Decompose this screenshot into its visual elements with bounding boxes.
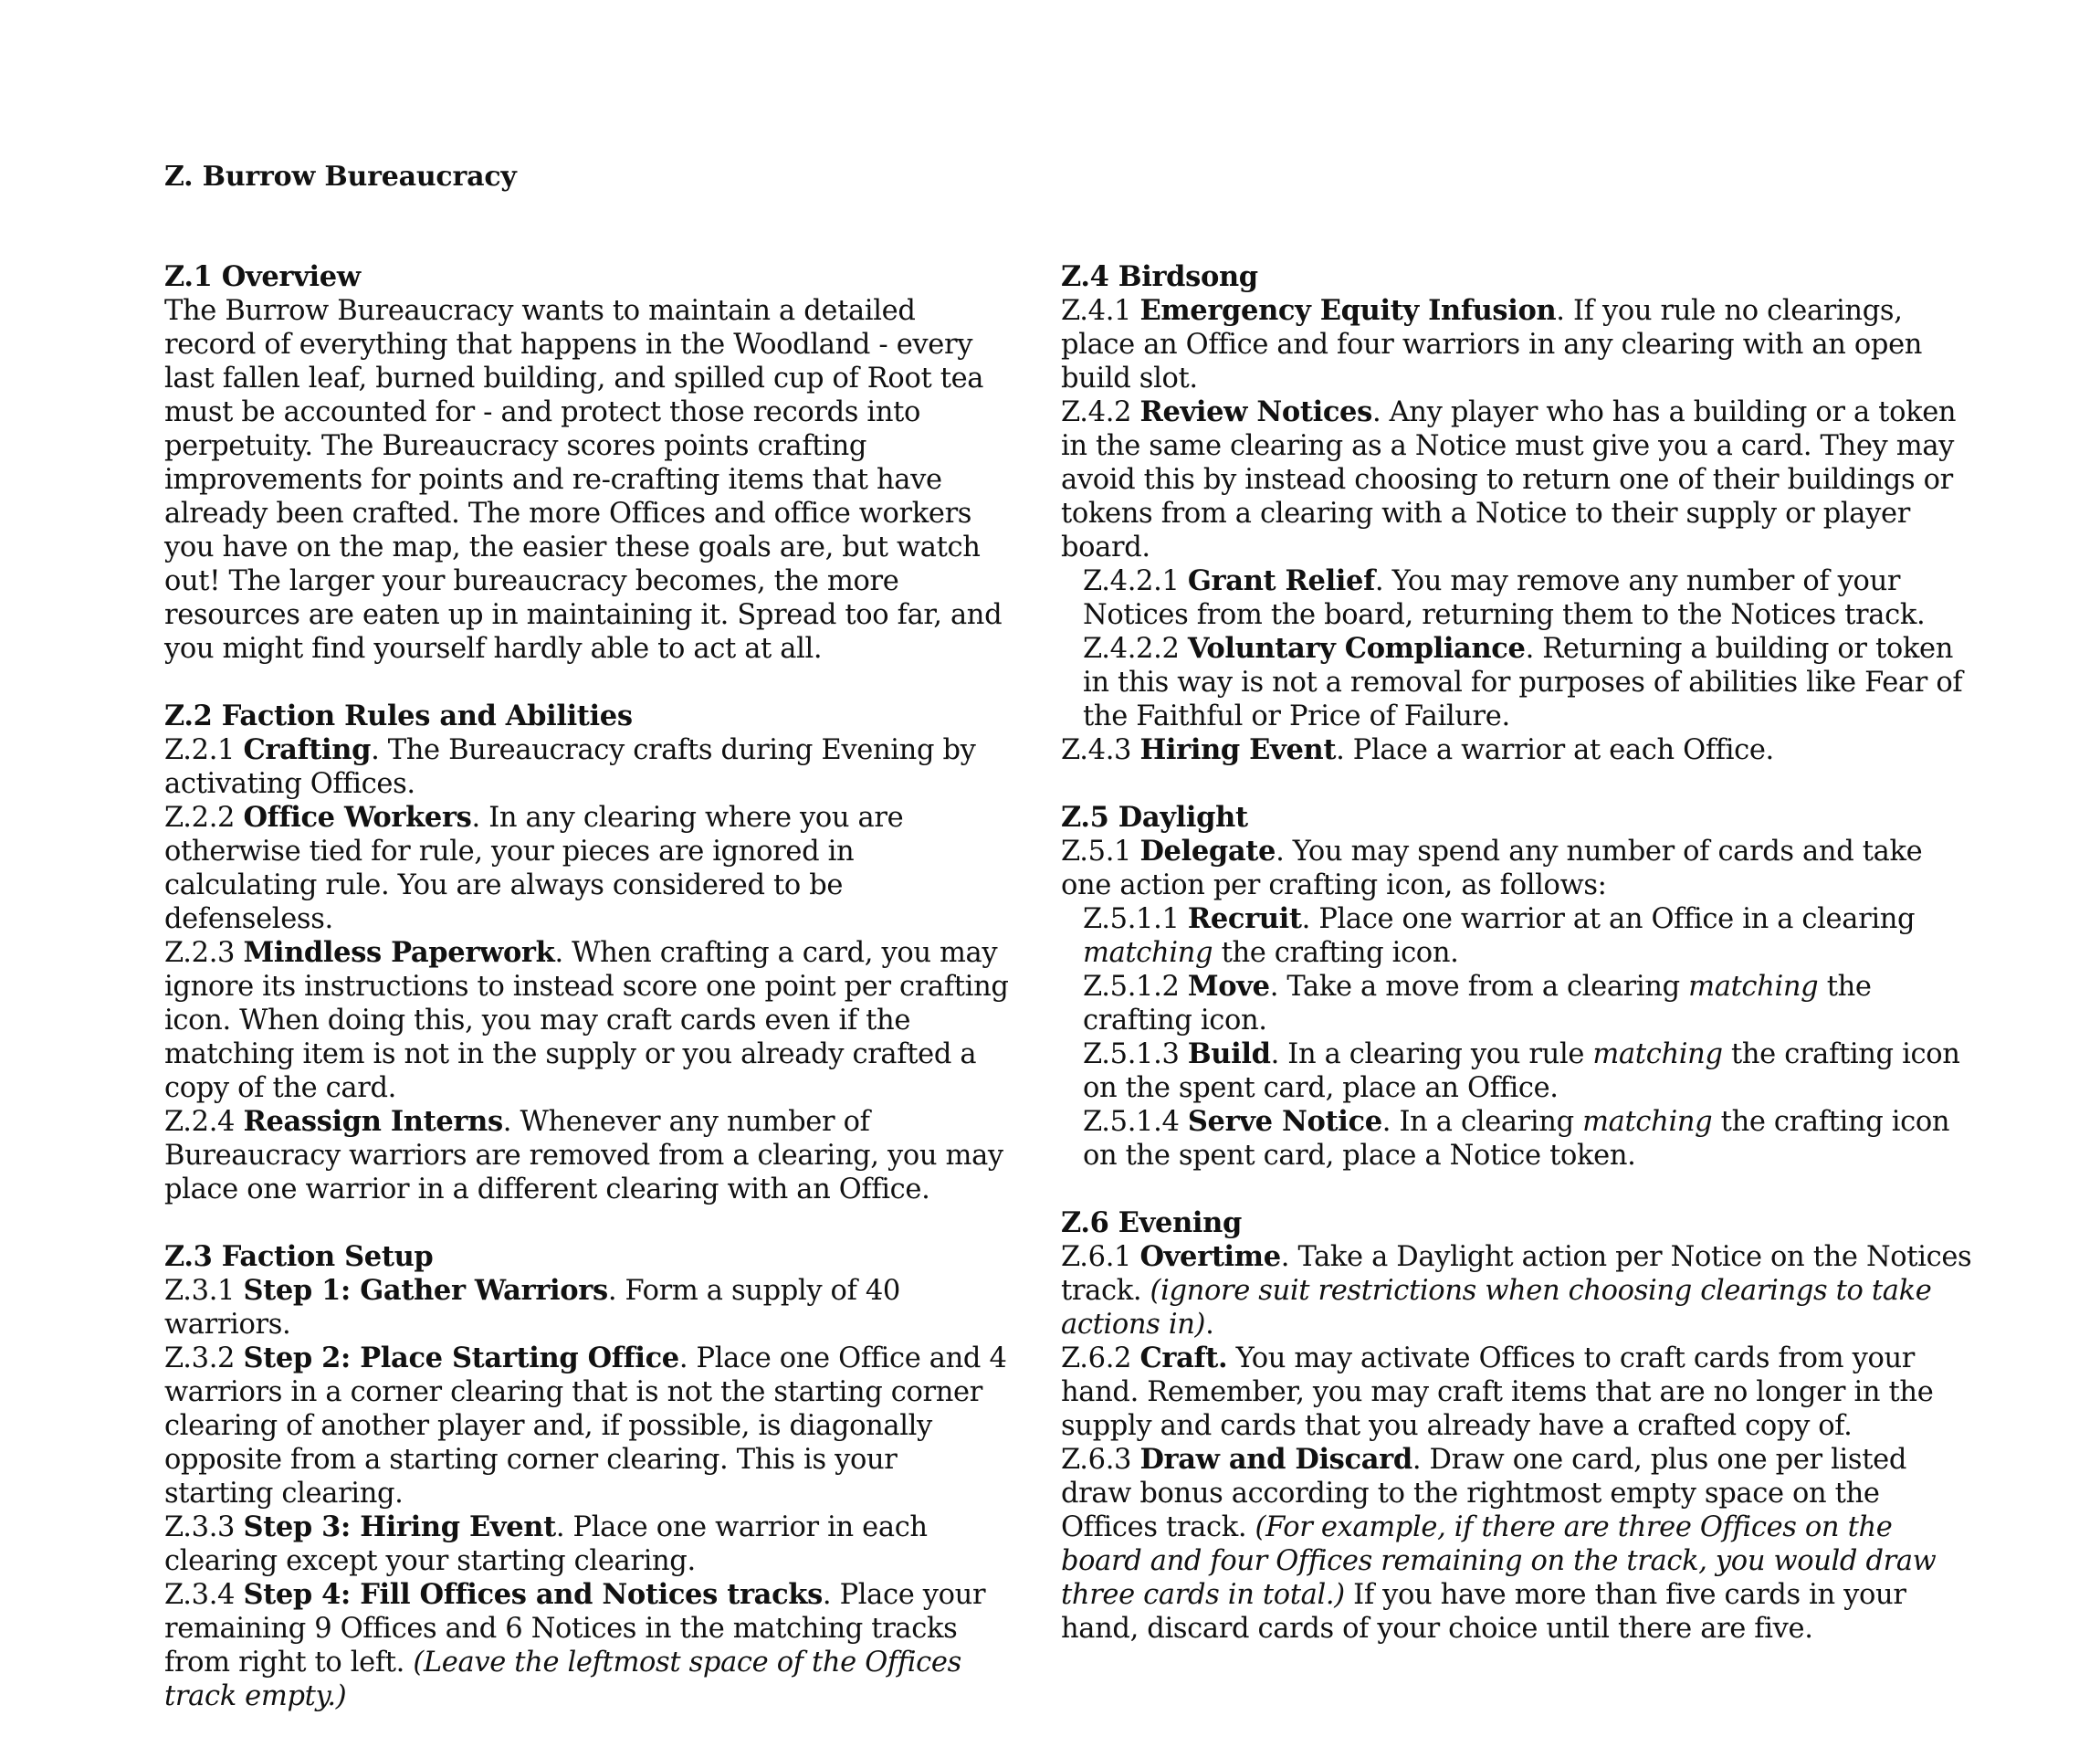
rule-paragraph (164, 936, 1013, 1105)
rule-text: Z.5.1.3 (1083, 1038, 1188, 1070)
rule-note: matching (1688, 971, 1819, 1003)
rule-term: Overtime (1139, 1240, 1281, 1273)
rule-text: . In a clearing you rule (1270, 1038, 1593, 1070)
rule-term: Voluntary Compliance (1187, 632, 1526, 665)
rule-text: . In a clearing (1381, 1106, 1583, 1138)
rule-text: Z.4.2 (1061, 396, 1140, 428)
section-heading: Z.2 Faction Rules and Abilities (164, 700, 633, 732)
rule-text: . Place one warrior in each clearing except your starting clearing. (164, 1511, 928, 1577)
rule-text: Z.6.2 (1061, 1342, 1140, 1374)
rule-text: . Place one Office and 4 warriors in a corner clearing that is not the starting corner clearing of another player and, if possible, is diagonally opposite from a starting corner clearing. This is your starting clearing. (164, 1342, 1007, 1510)
rule-paragraph (164, 1274, 1013, 1342)
rule-text: Z.2.1 (164, 734, 244, 766)
rule-subparagraph (1061, 970, 1974, 1037)
rule-paragraph (164, 801, 1013, 936)
rule-term: Recruit (1187, 902, 1302, 935)
section-heading: Z.3 Faction Setup (164, 1240, 434, 1273)
rule-text: the crafting icon. (1213, 937, 1459, 969)
rule-text: . Place your remaining 9 Offices and 6 Notices in the matching tracks from right to left. (164, 1579, 986, 1679)
rule-paragraph (1061, 1240, 1974, 1342)
rule-paragraph (1061, 1443, 1974, 1646)
rule-term: Delegate (1139, 835, 1276, 868)
rule-text: . Take a move from a clearing (1269, 971, 1689, 1003)
rule-term: Draw and Discard (1139, 1443, 1412, 1476)
rule-text: Z.2.3 (164, 937, 244, 969)
rule-text: Z.5.1 (1061, 836, 1140, 868)
rule-subparagraph (1061, 1037, 1974, 1105)
rule-paragraph (164, 1510, 1013, 1578)
rule-term: Craft. (1139, 1342, 1228, 1374)
rule-paragraph (1061, 733, 1974, 767)
rule-term: Serve Notice (1187, 1105, 1382, 1138)
section-heading: Z.5 Daylight (1061, 801, 1248, 834)
right-column (1061, 260, 1974, 1679)
rule-text: The Burrow Bureaucracy wants to maintain a detailed record of everything that happens in the Woodland - every last fallen leaf, burned building, and spilled cup of Root tea must be accounted for - and protect those records into perpetuity. The Bureaucracy scores points crafting improvements for points and re-crafting items that have already been crafted. The more Offices and office workers you have on the map, the easier these goals are, but watch out! The larger your bureaucracy becomes, the more resources are eaten up in maintaining it. Spread too far, and you might find yourself hardly able to act at all. (164, 295, 1003, 665)
rule-term: Crafting (243, 733, 372, 766)
rule-text: . Any player who has a building or a token in the same clearing as a Notice must give you a card. They may avoid this by instead choosing to return one of their buildings or tokens from a clearing with a Notice to their supply or player board. (1061, 396, 1957, 563)
rule-text: Z.4.2.2 (1083, 633, 1188, 665)
rule-text: Z.2.4 (164, 1106, 244, 1138)
rule-paragraph (164, 294, 1013, 666)
rule-text: . Draw one card, plus one per listed draw bonus according to the rightmost empty space on the Offices track. (1061, 1444, 1907, 1543)
rule-text: Z.5.1.2 (1083, 971, 1188, 1003)
rule-text: . Place one warrior at an Office in a clearing (1301, 903, 1916, 935)
rule-section (1061, 1206, 1974, 1646)
rule-term: Build (1187, 1037, 1271, 1070)
rule-text: . You may spend any number of cards and take one action per crafting icon, as follows: (1061, 836, 1923, 901)
rule-section (164, 700, 1013, 1206)
rule-text: . Whenever any number of Bureaucracy warriors are removed from a clearing, you may place one warrior in a different clearing with an Office. (164, 1106, 1003, 1205)
rule-text: Z.3.4 (164, 1579, 244, 1611)
rule-term: Step 4: Fill Offices and Notices tracks (243, 1578, 823, 1611)
rule-paragraph (164, 1342, 1013, 1510)
rule-text: Z.6.1 (1061, 1241, 1140, 1273)
rule-term: Review Notices (1139, 395, 1372, 428)
rule-paragraph (1061, 294, 1974, 395)
rule-text: . If you rule no clearings, place an Office and four warriors in any clearing with an open build slot. (1061, 295, 1923, 395)
rule-text: Z.4.2.1 (1083, 565, 1188, 597)
rule-text: Z.3.1 (164, 1275, 244, 1307)
rule-text: . You may remove any number of your Notices from the board, returning them to the Notices track. (1083, 565, 1926, 631)
left-column (164, 260, 1013, 1747)
rule-text: . Returning a building or token in this way is not a removal for purposes of abilities like Fear of the Faithful or Price of Failure. (1083, 633, 1963, 732)
rule-text: If you have more than five cards in your hand, discard cards of your choice until there are five. (1061, 1579, 1906, 1645)
rule-term: Move (1187, 970, 1270, 1003)
rule-text: Z.2.2 (164, 802, 244, 834)
rule-note: (Leave the leftmost space of the Offices track empty.) (164, 1647, 961, 1712)
rule-subparagraph (1061, 1105, 1974, 1173)
rule-text: Z.4.1 (1061, 295, 1140, 327)
section-heading: Z.1 Overview (164, 260, 361, 293)
rule-paragraph (1061, 395, 1974, 564)
rule-paragraph (1061, 1342, 1974, 1443)
rule-text: . (1205, 1309, 1214, 1341)
rule-term: Reassign Interns (243, 1105, 503, 1138)
document-title: Z. Burrow Bureaucracy (164, 161, 517, 193)
rule-term: Step 2: Place Starting Office (243, 1342, 679, 1374)
rule-term: Mindless Paperwork (243, 936, 555, 969)
rule-text: . Place a warrior at each Office. (1336, 734, 1774, 766)
rule-term: Office Workers (243, 801, 472, 834)
rule-text: . In any clearing where you are otherwise tied for rule, your pieces are ignored in calculating rule. You are always considered to be defenseless. (164, 802, 904, 935)
rule-note: (ignore suit restrictions when choosing clearings to take actions in) (1061, 1275, 1932, 1341)
rule-paragraph (164, 1578, 1013, 1713)
rule-text: Z.6.3 (1061, 1444, 1140, 1476)
rule-text: . Form a supply of 40 warriors. (164, 1275, 900, 1341)
rule-text: You may activate Offices to craft cards from your hand. Remember, you may craft items that are no longer in the supply and cards that you already have a crafted copy of. (1061, 1342, 1934, 1442)
rule-term: Hiring Event (1139, 733, 1337, 766)
rule-subparagraph (1061, 564, 1974, 632)
rule-paragraph (1061, 835, 1974, 902)
rule-term: Step 3: Hiring Event (243, 1510, 556, 1543)
rule-subparagraph (1061, 902, 1974, 970)
rule-note: matching (1582, 1106, 1713, 1138)
section-heading: Z.4 Birdsong (1061, 260, 1258, 293)
rule-term: Emergency Equity Infusion (1139, 294, 1557, 327)
rule-section (164, 260, 1013, 666)
rule-section (1061, 260, 1974, 767)
rule-text: Z.4.3 (1061, 734, 1140, 766)
rule-term: Step 1: Gather Warriors (243, 1274, 608, 1307)
rule-paragraph (164, 733, 1013, 801)
section-heading: Z.6 Evening (1061, 1206, 1242, 1239)
rule-text: . The Bureaucracy crafts during Evening by activating Offices. (164, 734, 976, 800)
rule-note: matching (1083, 937, 1213, 969)
rule-text: . When crafting a card, you may ignore its instructions to instead score one point per crafting icon. When doing this, you may craft cards even if the matching item is not in the supply or you already crafted a copy of the card. (164, 937, 1009, 1104)
rule-section (164, 1240, 1013, 1713)
rule-term: Grant Relief (1187, 564, 1375, 597)
rule-paragraph (164, 1105, 1013, 1206)
rule-text: the crafting icon. (1083, 971, 1872, 1037)
rule-text: Z.5.1.4 (1083, 1106, 1188, 1138)
rule-note: matching (1592, 1038, 1723, 1070)
rule-text: the crafting icon on the spent card, place a Notice token. (1083, 1106, 1950, 1172)
rule-section (1061, 801, 1974, 1173)
rule-text: Z.5.1.1 (1083, 903, 1188, 935)
rule-subparagraph (1061, 632, 1974, 733)
rule-text: . Take a Daylight action per Notice on the Notices track. (1061, 1241, 1972, 1307)
rule-text: Z.3.3 (164, 1511, 244, 1543)
rule-text: the crafting icon on the spent card, place an Office. (1083, 1038, 1960, 1104)
rule-text: Z.3.2 (164, 1342, 244, 1374)
rule-note: (For example, if there are three Offices on the board and four Offices remaining on the track, you would draw three cards in total.) (1061, 1511, 1937, 1611)
